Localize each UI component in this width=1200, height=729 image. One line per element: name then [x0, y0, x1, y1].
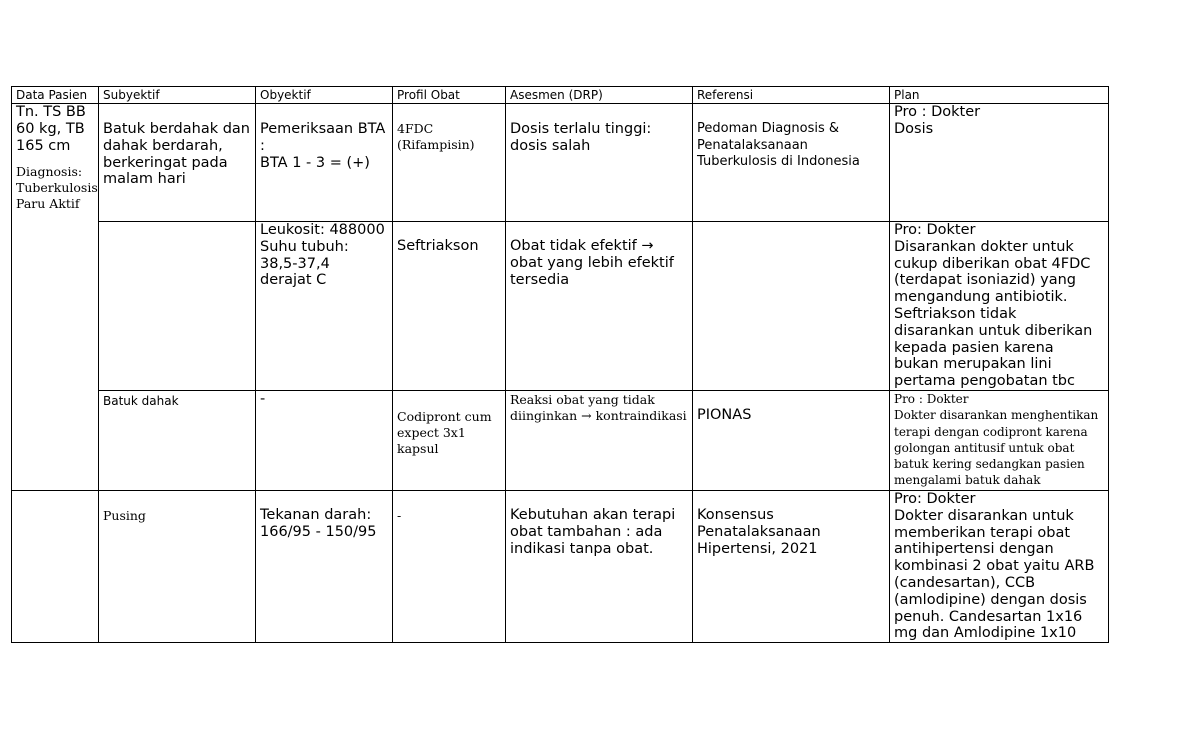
- profil-obat-cell: 4FDC (Rifampisin): [393, 104, 506, 222]
- header-profil-obat: Profil Obat: [393, 87, 506, 104]
- patient-info-line: Tn. TS BB: [16, 104, 86, 120]
- table-row: [12, 490, 1109, 642]
- referensi-cell: Konsensus Penatalaksanaan Hipertensi, 2021: [693, 490, 890, 642]
- plan-cell: Pro : Dokter Dosis: [890, 104, 1109, 222]
- soap-table: [11, 86, 1109, 643]
- obyektif-cell: Pemeriksaan BTA : BTA 1 - 3 = (+): [256, 104, 393, 222]
- diagnosis-line: Paru Aktif: [16, 196, 80, 212]
- referensi-cell: Pedoman Diagnosis & Penatalaksanaan Tuberkulosis di Indonesia: [693, 104, 890, 222]
- patient-info-line: 60 kg, TB: [16, 120, 85, 137]
- plan-cell: Pro: Dokter Dokter disarankan untuk memberikan terapi obat antihipertensi dengan kombinasi 2 obat yaitu ARB (candesartan), CCB (amlodipine) dengan dosis penuh. Candesartan 1x16 mg dan Amlodipine 1x10: [890, 490, 1109, 642]
- patient-cell-empty: [12, 490, 99, 642]
- profil-obat-cell: Codipront cum expect 3x1 kapsul: [393, 390, 506, 490]
- obyektif-cell: Leukosit: 488000 Suhu tubuh: 38,5-37,4 derajat C: [256, 222, 393, 391]
- table-row: [12, 222, 1109, 391]
- header-asesmen: Asesmen (DRP): [506, 87, 693, 104]
- header-data-pasien: Data Pasien: [12, 87, 99, 104]
- subyektif-cell: Batuk dahak: [99, 390, 256, 490]
- patient-cell: [12, 104, 99, 491]
- header-referensi: Referensi: [693, 87, 890, 104]
- asesmen-cell: Kebutuhan akan terapi obat tambahan : ada indikasi tanpa obat.: [506, 490, 693, 642]
- asesmen-cell: Obat tidak efektif → obat yang lebih efektif tersedia: [506, 222, 693, 391]
- table-row: [12, 390, 1109, 490]
- header-row: [12, 87, 1109, 104]
- obyektif-cell: Tekanan darah: 166/95 - 150/95: [256, 490, 393, 642]
- referensi-cell: PIONAS: [693, 390, 890, 490]
- plan-cell: Pro: Dokter Disarankan dokter untuk cukup diberikan obat 4FDC (terdapat isoniazid) yang mengandung antibiotik. Seftriakson tidak disarankan untuk diberikan kepada pasien karena bukan merupakan lini pertama pengobatan tbc: [890, 222, 1109, 391]
- referensi-cell: [693, 222, 890, 391]
- diagnosis-line: Tuberkulosis: [16, 180, 98, 196]
- subyektif-cell: Batuk berdahak dan dahak berdarah, berkeringat pada malam hari: [99, 104, 256, 222]
- table-row: [12, 104, 1109, 222]
- patient-info-line: 165 cm: [16, 137, 71, 154]
- asesmen-cell: Dosis terlalu tinggi: dosis salah: [506, 104, 693, 222]
- header-plan: Plan: [890, 87, 1109, 104]
- subyektif-cell: Pusing: [99, 490, 256, 642]
- obyektif-cell: -: [256, 390, 393, 490]
- plan-cell: Pro : Dokter Dokter disarankan menghentikan terapi dengan codipront karena golongan antitusif untuk obat batuk kering sedangkan pasien mengalami batuk dahak: [890, 390, 1109, 490]
- header-obyektif: Obyektif: [256, 87, 393, 104]
- header-subyektif: Subyektif: [99, 87, 256, 104]
- profil-obat-cell: Seftriakson: [393, 222, 506, 391]
- subyektif-cell: [99, 222, 256, 391]
- asesmen-cell: Reaksi obat yang tidak diinginkan → kontraindikasi: [506, 390, 693, 490]
- diagnosis-line: Diagnosis:: [16, 164, 83, 180]
- profil-obat-cell: -: [393, 490, 506, 642]
